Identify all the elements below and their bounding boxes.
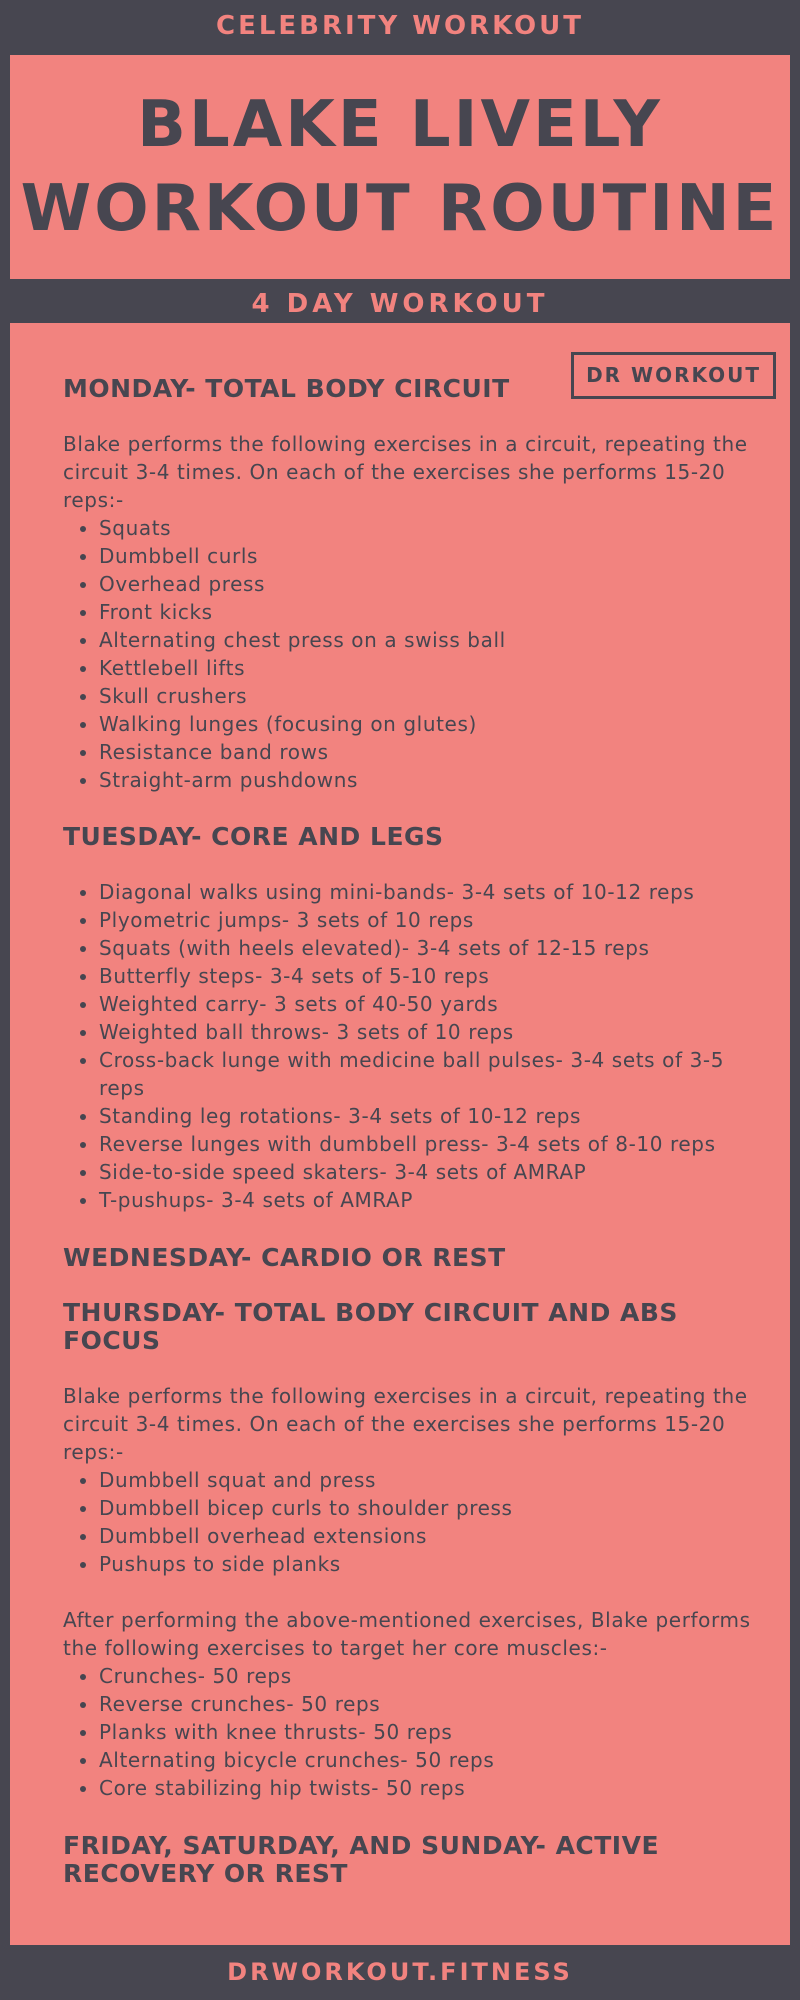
workout-content (63, 375, 763, 1888)
list-item: • Kettlebell lifts (99, 654, 763, 682)
title-banner (10, 55, 790, 279)
workout-days-label: 4 DAY WORKOUT (251, 289, 549, 319)
list-item: • Crunches- 50 reps (99, 1662, 763, 1690)
title-line-1: BLAKE LIVELY (137, 88, 663, 162)
list-item: • Dumbbell curls (99, 542, 763, 570)
footer-site: DRWORKOUT.FITNESS (227, 1958, 573, 1986)
page-title (10, 55, 790, 251)
monday-intro: Blake performs the following exercises in a circuit, repeating the circuit 3-4 times. On each of the exercises she performs 15-20 reps:- (63, 432, 748, 512)
title-line-2: WORKOUT ROUTINE (20, 172, 780, 246)
list-item: • T-pushups- 3-4 sets of AMRAP (99, 1186, 763, 1214)
thursday-core-intro: After performing the above-mentioned exercises, Blake performs the following exercises to target her core muscles:- (63, 1608, 751, 1660)
list-item: • Butterfly steps- 3-4 sets of 5-10 reps (99, 962, 763, 990)
list-item: • Core stabilizing hip twists- 50 reps (99, 1774, 763, 1802)
list-item: • Alternating bicycle crunches- 50 reps (99, 1746, 763, 1774)
monday-heading: MONDAY- TOTAL BODY CIRCUIT (63, 374, 510, 403)
list-item: • Squats (99, 514, 763, 542)
thursday-intro: Blake performs the following exercises in a circuit, repeating the circuit 3-4 times. On each of the exercises she performs 15-20 reps:- (63, 1384, 748, 1464)
list-item: • Standing leg rotations- 3-4 sets of 10-12 reps (99, 1102, 763, 1130)
weekend-heading: FRIDAY, SATURDAY, AND SUNDAY- ACTIVE RECOVERY OR REST (63, 1831, 660, 1888)
list-item: • Alternating chest press on a swiss ball (99, 626, 763, 654)
thursday-exercise-list (63, 1466, 763, 1578)
category-label: CELEBRITY WORKOUT (215, 11, 585, 41)
wednesday-heading: WEDNESDAY- CARDIO OR REST (63, 1243, 506, 1272)
list-item: • Dumbbell overhead extensions (99, 1522, 763, 1550)
list-item: • Weighted ball throws- 3 sets of 10 reps (99, 1018, 763, 1046)
list-item: • Pushups to side planks (99, 1550, 763, 1578)
list-item: • Planks with knee thrusts- 50 reps (99, 1718, 763, 1746)
list-item: • Side-to-side speed skaters- 3-4 sets of AMRAP (99, 1158, 763, 1186)
tuesday-exercise-list (63, 878, 763, 1214)
list-item: • Diagonal walks using mini-bands- 3-4 sets of 10-12 reps (99, 878, 763, 906)
list-item: • Resistance band rows (99, 738, 763, 766)
list-item: • Overhead press (99, 570, 763, 598)
thursday-core-list (63, 1662, 763, 1802)
list-item: • Dumbbell squat and press (99, 1466, 763, 1494)
list-item: • Reverse crunches- 50 reps (99, 1690, 763, 1718)
list-item: • Walking lunges (focusing on glutes) (99, 710, 763, 738)
list-item: • Skull crushers (99, 682, 763, 710)
list-item: • Squats (with heels elevated)- 3-4 sets of 12-15 reps (99, 934, 763, 962)
list-item: • Plyometric jumps- 3 sets of 10 reps (99, 906, 763, 934)
thursday-heading: THURSDAY- TOTAL BODY CIRCUIT AND ABS FOCUS (63, 1298, 678, 1355)
content-panel (10, 323, 790, 1945)
list-item: • Straight-arm pushdowns (99, 766, 763, 794)
list-item: • Weighted carry- 3 sets of 40-50 yards (99, 990, 763, 1018)
list-item: • Dumbbell bicep curls to shoulder press (99, 1494, 763, 1522)
monday-exercise-list (63, 514, 763, 794)
tuesday-heading: TUESDAY- CORE AND LEGS (63, 822, 444, 851)
list-item: • Front kicks (99, 598, 763, 626)
list-item: • Cross-back lunge with medicine ball pulses- 3-4 sets of 3-5 reps (99, 1046, 763, 1102)
brand-badge: DR WORKOUT (571, 352, 776, 399)
list-item: • Reverse lunges with dumbbell press- 3-4 sets of 8-10 reps (99, 1130, 763, 1158)
